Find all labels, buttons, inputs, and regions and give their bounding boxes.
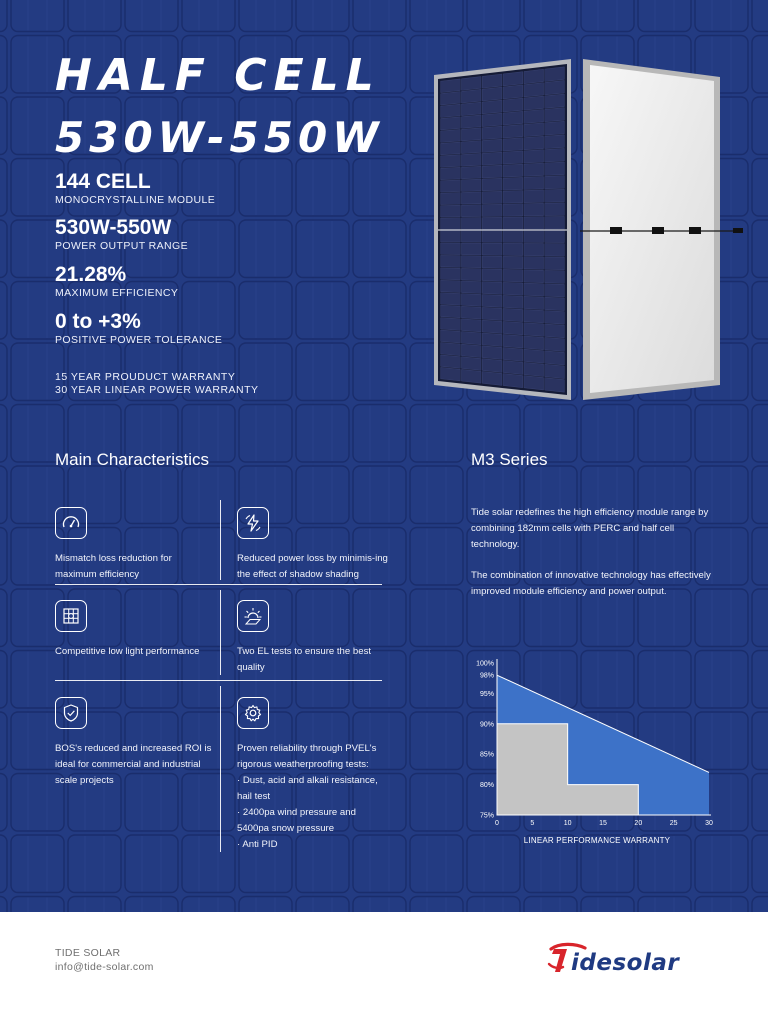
power-warranty: 30 YEAR LINEAR POWER WARRANTY [55,384,259,396]
x-tick-label: 5 [530,820,535,827]
divider [55,680,382,681]
stat-power-range [55,216,188,253]
x-tick-label: 0 [495,820,499,827]
y-tick-label: 95% [479,690,494,698]
y-tick-label: 75% [479,812,494,820]
lightning-icon [237,507,269,539]
stat-label: MAXIMUM EFFICIENCY [55,287,179,299]
m3-paragraph-2: The combination of innovative technology has effectively improved module efficiency and power output. [471,570,711,597]
gauge-icon [55,507,87,539]
hero-title-line2: 530W-550W [55,113,384,162]
main-characteristics-title: Main Characteristics [55,450,209,469]
footer-email[interactable]: info@tide-solar.com [55,961,154,973]
shield-check-icon [55,697,87,729]
product-warranty: 15 YEAR PROUDUCT WARRANTY [55,371,236,383]
x-tick-label: 15 [599,820,607,827]
m3-paragraph-1: Tide solar redefines the high efficiency module range by combining 182mm cells with PERC and half cell technology. [471,507,709,550]
feature-text: Competitive low light performance [55,646,200,657]
gear-icon [237,697,269,729]
stat-value: 0 to +3% [55,310,141,333]
feature-text: Proven reliability through PVEL's rigorous weatherproofing tests: · Dust, acid and alkali resistance, hail test · 2400pa wind pressure and 5400pa snow pressure · Anti PID [237,743,378,850]
stat-label: POSITIVE POWER TOLERANCE [55,334,223,346]
sun-icon [237,600,269,632]
feature-text: Mismatch loss reduction for maximum efficiency [55,553,172,580]
stat-value: 21.28% [55,263,127,286]
y-tick-label: 85% [479,751,494,759]
stat-value: 144 CELL [55,170,151,193]
divider [220,590,221,675]
m3-series-title: M3 Series [471,450,548,469]
feature-bos-roi [55,697,215,789]
y-tick-label: 80% [479,782,494,790]
feature-shadow-shading [237,507,392,583]
x-axis-label: LINEAR PERFORMANCE WARRANTY [523,836,671,845]
hero-title-line1: HALF CELL [55,50,381,101]
stat-cell-count [55,170,215,207]
stat-efficiency [55,263,178,300]
divider [220,500,221,580]
x-tick-label: 25 [669,820,678,827]
tidesolar-logo [545,940,720,978]
y-tick-label: 90% [479,721,494,729]
feature-text: Reduced power loss by minimis-ing the effect of shadow shading [237,553,388,580]
x-tick-label: 10 [563,820,572,827]
stat-tolerance [55,310,222,347]
y-tick-label: 98% [479,672,494,680]
divider [220,686,221,852]
feature-el-tests [237,600,392,676]
stat-label: MONOCRYSTALLINE MODULE [55,194,216,206]
svg-text:idesolar: idesolar [571,950,680,976]
footer-company-name: TIDE SOLAR [55,947,121,959]
divider [55,584,382,585]
x-tick-label: 20 [634,820,643,827]
linear-warranty-chart [462,655,724,855]
solar-panel-image [430,55,750,405]
feature-text: BOS's reduced and increased ROI is ideal for commercial and industrial scale projects [55,743,212,786]
warranty-info [55,371,259,397]
feature-text: Two EL tests to ensure the best quality [237,646,372,673]
feature-mismatch-loss [55,507,215,583]
stat-value: 530W-550W [55,216,172,239]
feature-low-light [55,600,215,660]
feature-reliability [237,697,397,853]
x-tick-label: 30 [705,820,713,827]
y-tick-label: 100% [476,660,494,668]
stat-label: POWER OUTPUT RANGE [55,240,189,252]
solar-panel-icon [55,600,87,632]
